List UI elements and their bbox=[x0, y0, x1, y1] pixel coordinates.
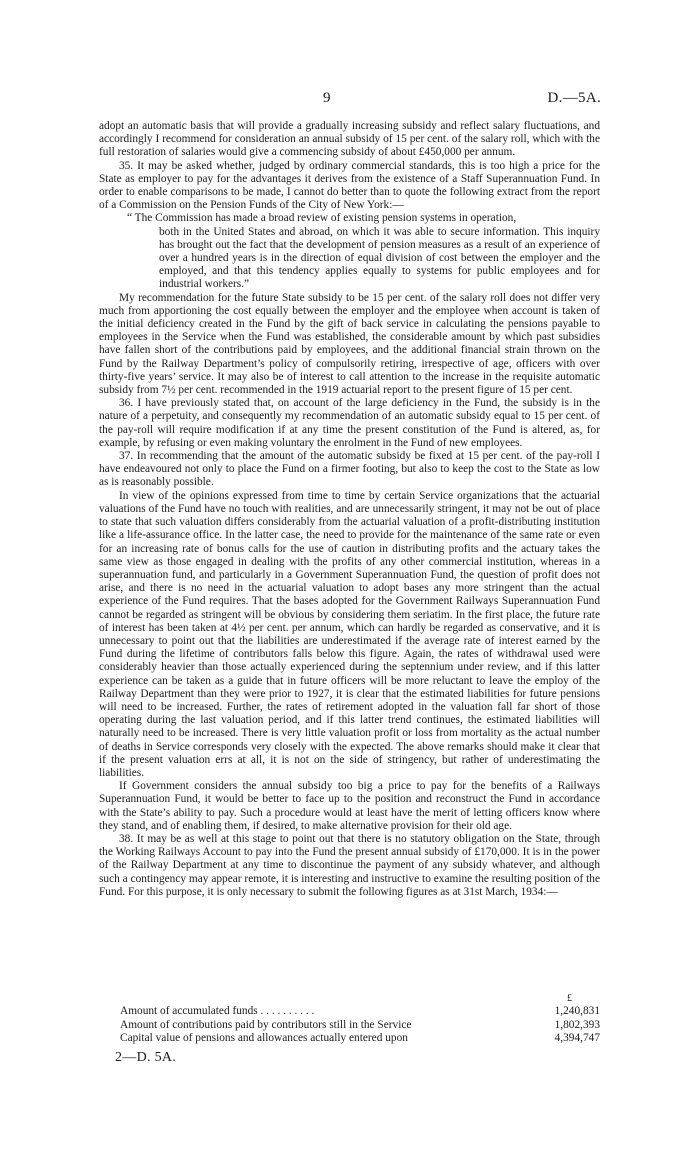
figure-label: Capital value of pensions and allowances actually entered upon bbox=[120, 1032, 408, 1045]
quotation bbox=[127, 212, 600, 291]
paragraph: 38. It may be as well at this stage to point out that there is no statutory obligation on the State, through the Working Railways Account to pay into the Fund the present annual subsidy of £170,000. It is in the power of the Railway Department at any time to discontinue the payment of any subsidy whatever, and although such a contingency may appear remote, it is interesting and instructive to examine the resulting position of the Fund. For this purpose, it is only necessary to submit the following figures as at 31st March, 1934:— bbox=[99, 832, 600, 898]
footer-code: 2—D. 5A. bbox=[115, 1050, 177, 1065]
figures-row bbox=[120, 1019, 600, 1033]
paragraph: 37. In recommending that the amount of the automatic subsidy be fixed at 15 per cent. of the pay-roll I have endeavoured not only to place the Fund on a firmer footing, but also to keep the cost to the State as low as is reasonably possible. bbox=[99, 450, 600, 489]
figure-value: 1,802,393 bbox=[554, 1018, 600, 1031]
figures-row bbox=[120, 1032, 600, 1046]
quotation-body: both in the United States and abroad, on which it was able to secure information. This inquiry has brought out the fact that the development of pension measures as a result of an experience of over a hundred years is in the direction of equal division of cost between the employer and the employed, and that this tendency applies equally to systems for public employees and for industrial workers.” bbox=[159, 225, 600, 291]
figures-row bbox=[120, 1005, 600, 1019]
paragraph: adopt an automatic basis that will provide a gradually increasing subsidy and reflect salary fluctuations, and accordingly I recommend for consideration an annual subsidy of 15 per cent. of the salary roll, which with the full restoration of salaries would give a commencing subsidy of about £450,000 per annum. bbox=[99, 120, 600, 159]
page-number: 9 bbox=[323, 90, 331, 106]
document-body bbox=[99, 120, 600, 899]
paragraph: If Government considers the annual subsidy too big a price to pay for the benefits of a Railways Superannuation Fund, it would be better to face up to the position and reconstruct the Fund in accordance with the State’s ability to pay. Such a procedure would at least have the merit of letting officers know where they stand, and of enabling them, if desired, to make alternative provision for their old age. bbox=[99, 780, 600, 832]
figures-table bbox=[120, 993, 600, 1046]
paragraph: 35. It may be asked whether, judged by ordinary commercial standards, this is too high a price for the State as employer to pay for the advantages it derives from the existence of a Staff Superannuation Fund. In order to enable comparisons to be made, I cannot do better than to quote the following extract from the report of a Commission on the Pension Funds of the City of New York:— bbox=[99, 159, 600, 212]
figure-label: Amount of contributions paid by contributors still in the Service bbox=[120, 1018, 412, 1031]
figure-label: Amount of accumulated funds . . . . . . . . . . bbox=[120, 1005, 315, 1017]
paragraph: My recommendation for the future State subsidy to be 15 per cent. of the salary roll does not differ very much from apportioning the cost equally between the employer and the employee when account is taken of the initial deficiency created in the Fund by the gift of back service in calculating the pensions payable to employees in the Service when the Fund was established, the considerable amount by which past subsidies have fallen short of the contributions paid by employees, and the additional financial strain thrown on the Fund by the Railway Department’s policy of compulsorily retiring, irrespective of age, officers with over thirty-five years’ service. It may also be of interest to call attention to the increase in the requisite automatic subsidy from 7½ per cent. recommended in the 1919 actuarial report to the present figure of 15 per cent. bbox=[99, 291, 600, 397]
currency-symbol: £ bbox=[567, 993, 572, 1004]
paragraph: In view of the opinions expressed from time to time by certain Service organizations that the actuarial valuations of the Fund have no touch with realities, and are unnecessarily stringent, it may not be out of place to state that such valuation differs considerably from the actuarial valuation of a profit-distributing institution like a life-assurance office. In the latter case, the need to provide for the maintenance of the same rate or even for an increasing rate of bonus calls for the use of caution in distributing profits and the actuary takes the same view as those engaged in dealing with the profits of any other commercial institution, whereas in a superannuation fund, and particularly in a Government Superannuation Fund, the question of profit does not arise, and there is no need in the actuarial valuation to adopt bases any more stringent than the actual experience of the Fund requires. That the bases adopted for the Government Railways Superannuation Fund cannot be regarded as stringent will be obvious by considering them seriatim. In the first place, the future rate of interest has been taken at 4½ per cent. per annum, which can hardly be regarded as conservative, and it is unnecessary to point out that the liabilities are underestimated if the average rate of interest earned by the Fund during the lifetime of contributors falls below this figure. Again, the rates of withdrawal used were considerably heavier than those actually experienced during the septennium under review, and if this latter experience can be taken as a guide that in future officers will be more reluctant to leave the employ of the Railway Department than they were prior to 1927, it is clear that the estimated liabilities for future pensions will need to be increased. Further, the rates of retirement adopted in the valuation fall far short of those operating during the last valuation period, and if this latter trend continues, the estimated liabilities will naturally need to be increased. There is very little valuation profit or loss from mortality as the actual number of deaths in Service corresponds very closely with the expected. The above remarks should make it clear that if the present valuation errs at all, it is not on the side of stringency, but rather of underestimating the liabilities. bbox=[99, 489, 600, 779]
document-code: D.—5A. bbox=[547, 90, 601, 106]
figure-value: 1,240,831 bbox=[554, 1005, 600, 1017]
figure-value: 4,394,747 bbox=[554, 1032, 600, 1045]
quotation-first-line: “ The Commission has made a broad review of existing pension systems in operation, bbox=[127, 212, 517, 225]
paragraph: 36. I have previously stated that, on account of the large deficiency in the Fund, the subsidy is in the nature of a perpetuity, and consequently my recommendation of an automatic subsidy equal to 15 per cent. of the pay-roll will require modification if at any time the present constitution of the Fund is altered, as, for example, by refusing or even making voluntary the enrolment in the Fund of new employees. bbox=[99, 397, 600, 449]
